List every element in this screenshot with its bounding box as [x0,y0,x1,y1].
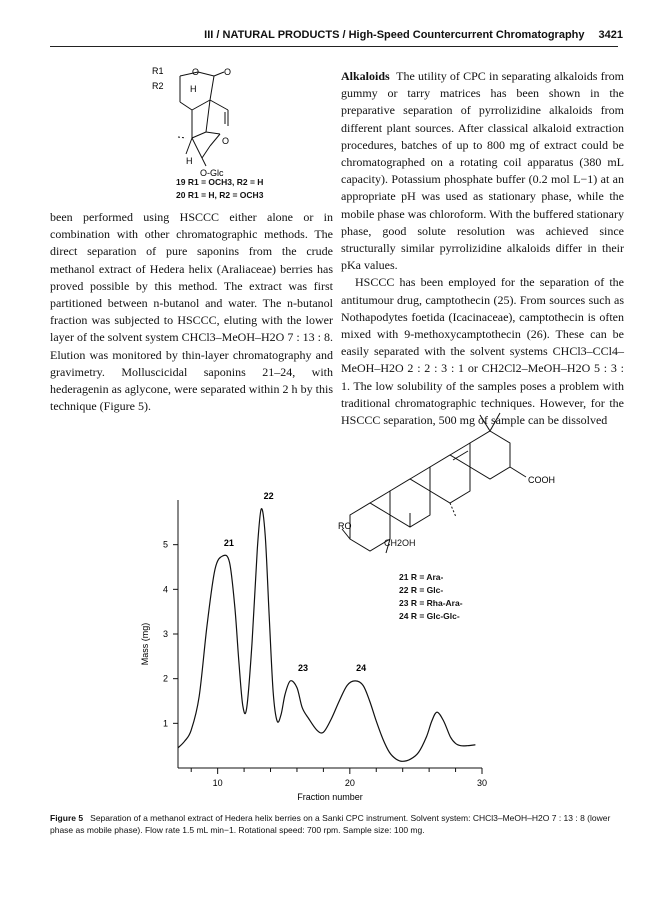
x-tick-label: 30 [476,778,488,788]
left-paragraph: been performed using HSCCC either alone or in combination with other chromatographic methods. The direct separation of pure saponins from the crude methanol extract of Hedera helix (Araliaceae) berries has proved possible by this method. The extract was first partitioned between n-butanol and water. The n-butanol fraction was subjected to HSCCC, eluting with the lower layer of the solvent system CHCl3–MeOH–H2O 7 : 13 : 8. Elution was monitored by thin-layer chromatography and gravimetry. Molluscicidal saponins 21–24, with hederagenin as aglycone, were separated within 2 h by this technique (Figure 5). [50,210,333,414]
header-rule [50,46,618,47]
legend-num: 20 [176,190,186,200]
caption-text: Separation of a methanol extract of Hedera helix berries on a Sanki CPC instrument. Solvent system: CHCl3–MeOH–H2O 7 : 13 : 8 (lower phase as mobile phase). Flow rate 1.5 mL min−1. Rotational speed: 700 rpm. Sample size: 100 mg. [50,813,611,835]
peak-label: 21 [223,537,234,548]
y-tick-label: 2 [162,673,168,684]
legend-text: R1 = H, R2 = OCH3 [187,190,264,200]
legend-item-20 [176,189,263,202]
legend-text: R1 = OCH3, R2 = H [187,177,264,187]
camptothecin-paragraph: HSCCC has been employed for the separation of the antitumour drug, camptothecin (25). From sources such as Nothapodytes foetida (Icacinaceae), camptothecin is often mixed with 9-methoxycamptothecin (26). These can be easily separated with the solvent systems CHCl3–CCl4–MeOH–H2O 2 : 2 : 3 : 1 or CH2Cl2–MeOH–H2O 5 : 3 : 1. The low solubility of the samples poses a problem with traditional chromatographic techniques. However, for the HSCCC separation, 500 mg of sample can be dissolved [341,275,624,428]
running-header [183,29,623,41]
chart-ticks [162,537,488,788]
peak-label: 24 [356,662,367,673]
structure-legend-19-20 [176,176,263,202]
peak-label: 23 [297,662,308,673]
legend-item-24: 24 R = Glc-Glc- [399,611,460,621]
section-heading: Alkaloids [341,69,390,83]
alkaloids-text: The utility of CPC in separating alkaloids from gummy or tarry matrices has been shown in the preparative separation of pyrrolizidine alkaloids from different plant sources. After classical alkaloid extraction procedures, batches of up to 800 mg of extract could be chromatographed on a rotating coil apparatus (380 mL capacity). Potassium phosphate buffer (0.2 mol L−1) at an appropriate pH was used as stationary phase, while the mobile phase was chloroform. With the buffered stationary phase, good solute resolution was achieved since structurally similar pyrrolizidine alkaloids differ in their pKa values. [341,69,624,273]
label-o-ring1: O [192,67,200,77]
chart-series [178,509,475,762]
label-o-glc: O-Glc [200,168,224,178]
chromatogram-chart [130,490,500,810]
peak-label: 22 [263,490,274,501]
y-axis-label: Mass (mg) [140,622,150,666]
label-ch2oh: CH2OH [384,538,416,548]
legend-num: 19 [176,177,186,187]
legend-item-22: 22 R = Glc- [399,585,444,595]
running-title: III / NATURAL PRODUCTS / High-Speed Countercurrent Chromatography [204,29,585,41]
label-h-upper: H [190,84,197,94]
x-axis-label: Fraction number [297,792,363,802]
legend-item-19 [176,176,263,189]
label-o-ring2: O [222,136,230,146]
right-column [341,68,624,429]
y-tick-label: 4 [162,584,168,595]
legend-item-21: 21 R = Ara- [399,572,444,582]
label-o-carbonyl: O [224,67,232,77]
series-line [178,509,475,762]
x-tick-label: 20 [344,778,355,788]
label-ro: RO [338,521,352,531]
legend-item-23: 23 R = Rha-Ara- [399,598,463,608]
chart-peak-labels [224,491,366,673]
alkaloids-paragraph [341,68,624,274]
label-r1: R1 [152,66,164,76]
y-tick-label: 1 [162,718,168,729]
figure-label: Figure 5 [50,813,84,823]
label-r2: R2 [152,81,164,91]
figure-caption [50,812,625,836]
x-tick-label: 10 [212,778,223,788]
page-number: 3421 [598,29,623,41]
structure-19-20 [140,62,290,192]
y-tick-label: 5 [162,539,168,550]
label-cooh: COOH [528,475,555,485]
label-h-lower: H [186,156,193,166]
y-tick-label: 3 [162,629,168,639]
left-column [50,209,333,415]
